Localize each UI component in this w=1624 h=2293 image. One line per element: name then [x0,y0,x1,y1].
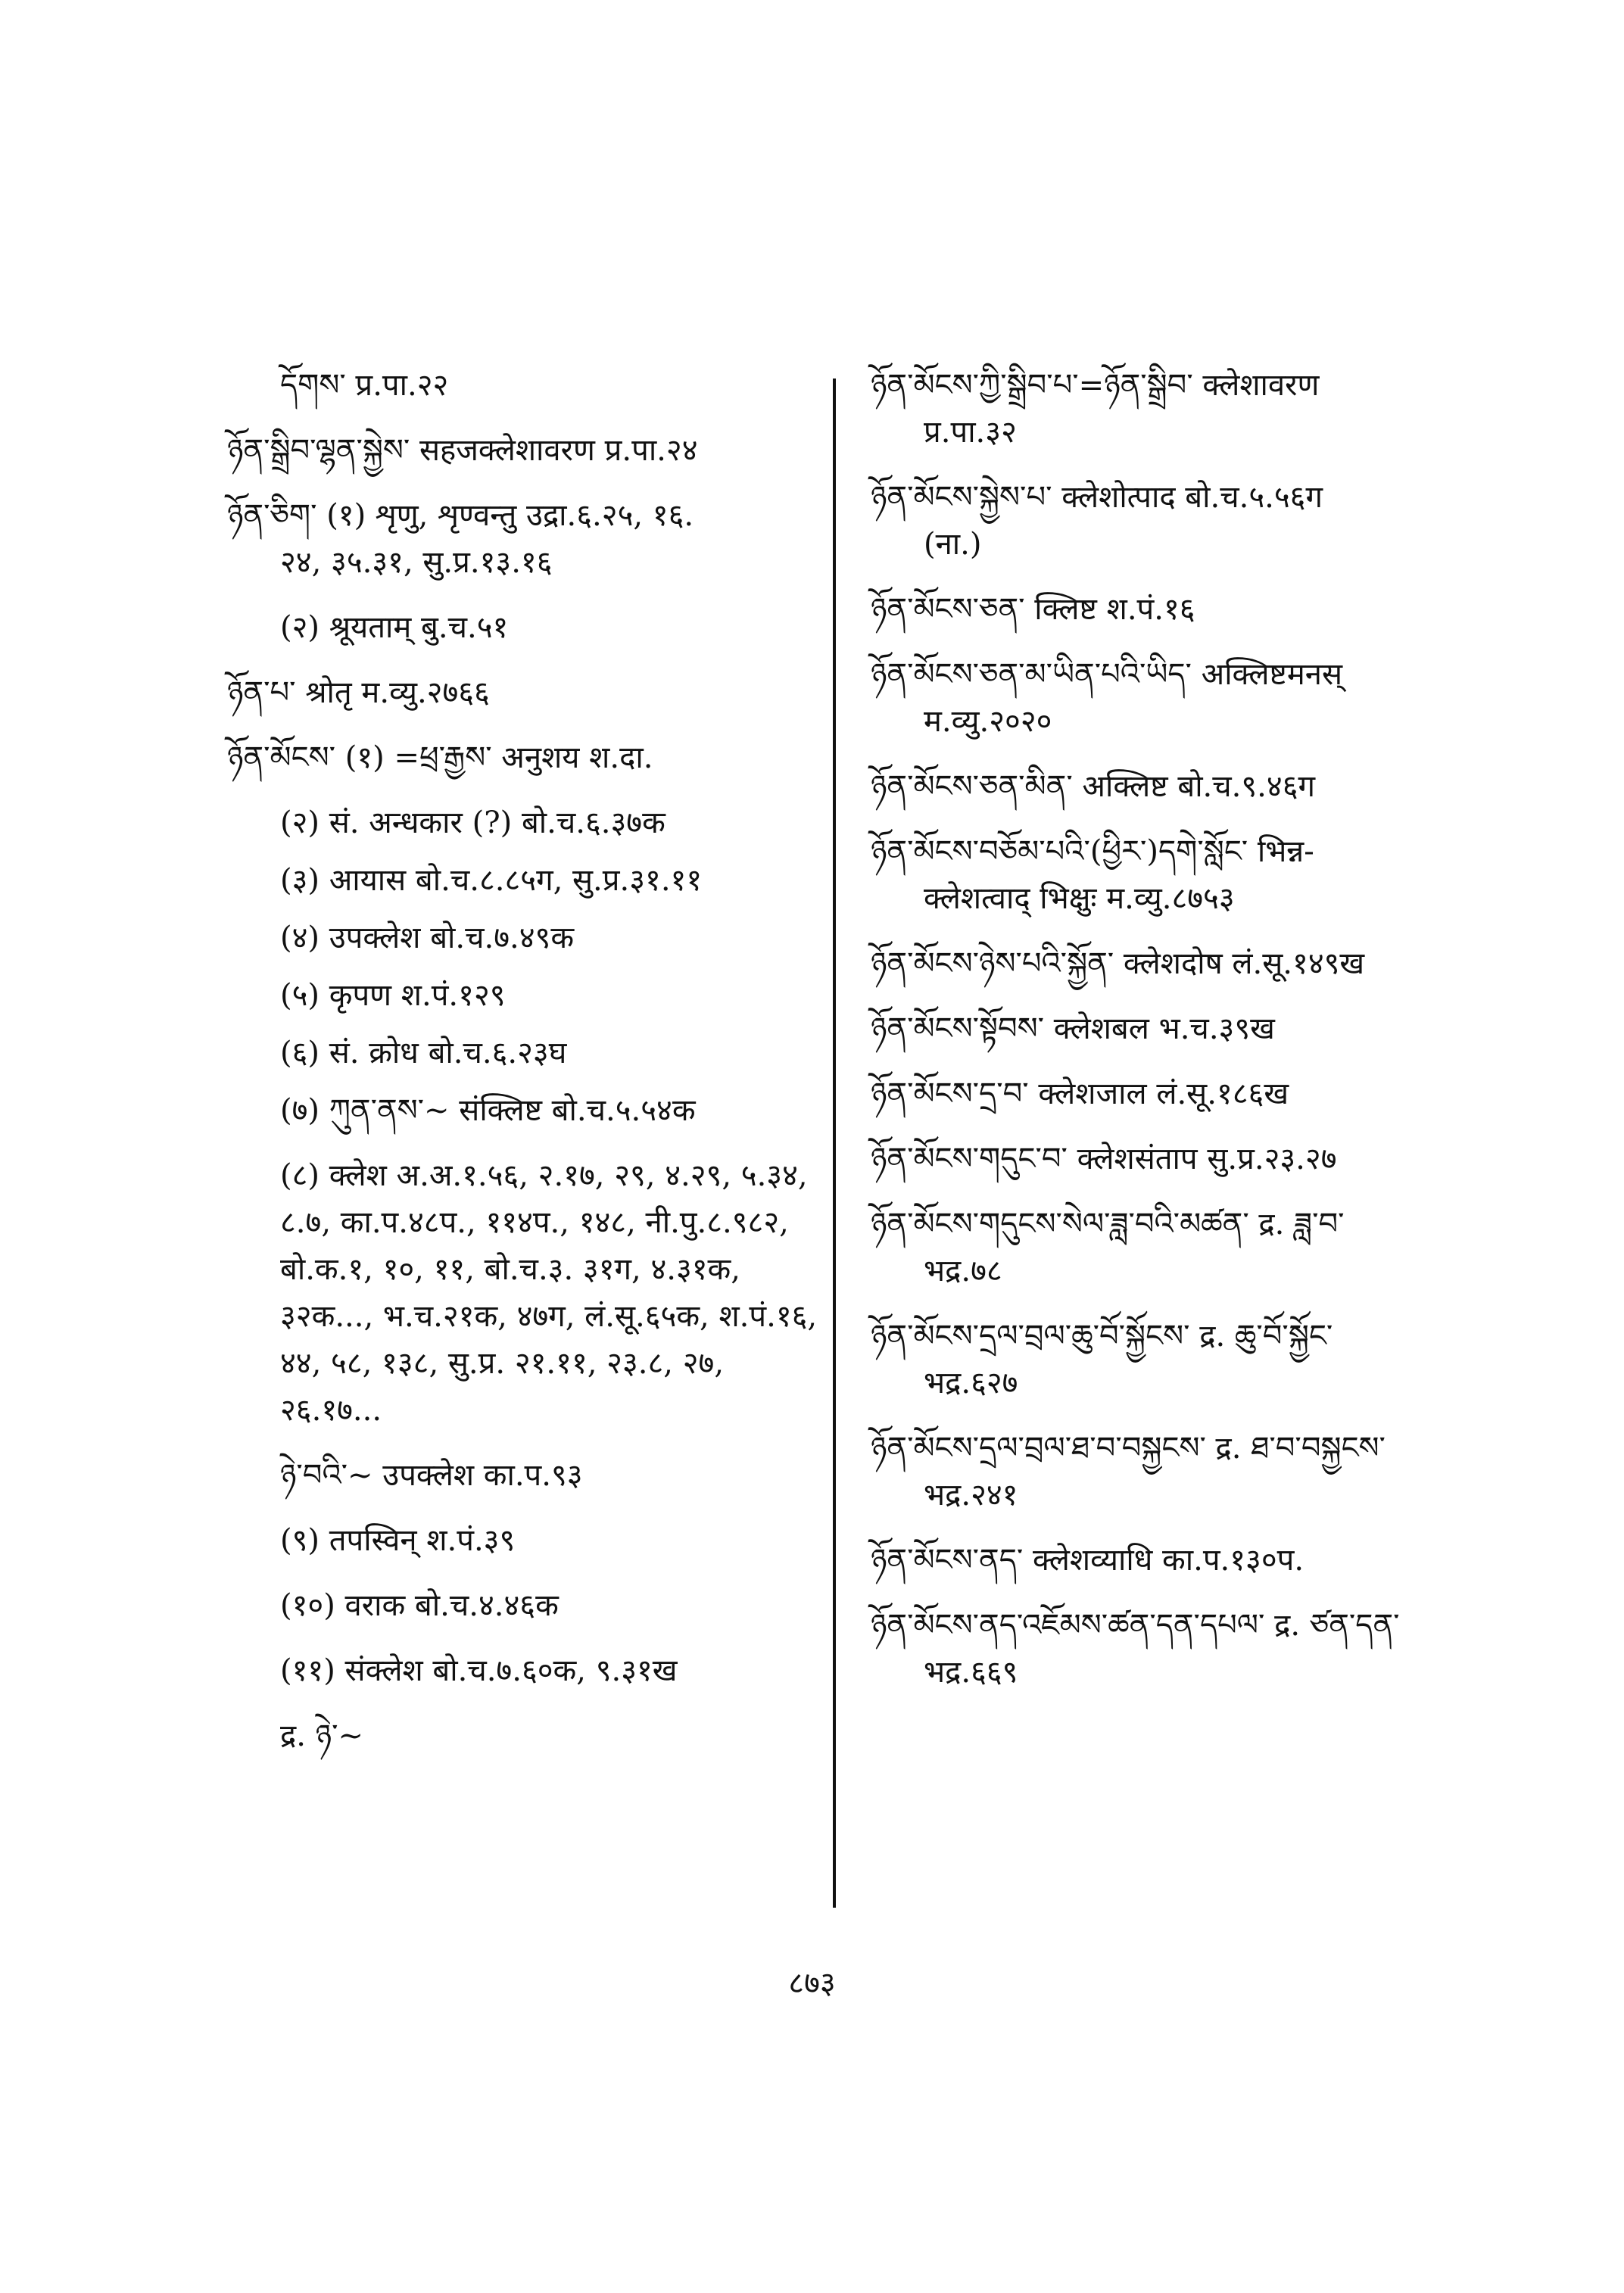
entry: ཉོན་སྒྲིབ་ལྷན་སྐྱེས་ सहजक्लेशावरण प्र.पा.२४ [227,433,698,468]
entry: ཉོན་མོངས་ནད་འཇོམས་ཚན་དན་དཔལ་ द्र. ཙན་དན་ भद्र.६६९ [871,1608,1400,1690]
entry: ཉོན་མོངས་ཅན་ क्लिष्ट श.पं.१६ [871,592,1195,627]
entry: (३) आयास बो.च.८.८५ग, सु.प्र.३१.११ [280,863,703,898]
entry: ཉོན་མོངས་གདུངས་སེལ་ཟླ་བའི་མཚན་ द्र. ཟླ་བ་ भद्र.७८ [871,1207,1345,1288]
entry: ཉོན་མོངས་དྲལ་བྲལ་ཐ་བ་བསྐྱངས་ द्र. ཐ་བ་བསྐྱངས་ भद्र.२४१ [871,1431,1386,1513]
entry: ཉོན་མོངས་ཅན་མ་ཡིན་པའི་ཡིད་ अक्लिष्टमनस् म.व्यु.२०२० [871,657,1342,739]
entry: ཉོན་མོངས་བཅོམ་པའི་(ཕྱིར་)དགེ་སློང་ भिन्न- क्लेशत्वाद् भिक्षुः म.व्यु.८७५३ [871,834,1314,916]
entry: (१०) वराक बो.च.४.४६क [280,1588,559,1623]
left-column [227,362,833,1777]
entry: (२) सं. अन्धकार (?) बो.च.६.३७क [280,805,665,840]
entry: ཉེ་བའི་~ उपक्लेश का.प.९३ [280,1458,583,1493]
entry: (११) संक्लेश बो.च.७.६०क, ९.३१ख [280,1653,678,1688]
entry: ཉོན་མོངས་ཅན་མིན་ अक्लिष्ट बो.च.९.४६ग [871,769,1316,804]
right-column [871,362,1476,1714]
entry: द्र. ཉེ་~ [280,1718,363,1753]
entry: (५) कृपण श.पं.१२९ [280,978,506,1013]
entry: ཉོན་མོངས་ཀྱི་སྒྲིབ་པ་=ཉོན་སྒྲིབ་ क्लेशावरण प्र.पा.३२ [871,368,1320,450]
entry: ཉོན་པ་ श्रोतृ म.व्यु.२७६६ [227,675,490,710]
entry: ཉོན་མོངས་སྟོབས་ क्लेशबल भ.च.३९ख [871,1011,1275,1046]
entry: (८) क्लेश अ.अ.१.५६, २.१७, २९, ४.२९, ५.३४, ८.७, का.प.४८प., ११४प., १४८, नी.पु.८.९८२, बो.क.१, १०, ११, बो.च.३. ३१ग, ४.३१क, ३२क..., भ.च.२१क, ४७ग, लं.सू.६५क, श.पं.१६, ४४, ५८, १३८, सु.प्र. २१.११, २३.८, २७, २६.१७... [280,1158,818,1428]
entry: ཉོན་ཅིག་ (१) शृणु, शृण्वन्तु उद्रा.६.२५, १६. २४, ३५.३१, सु.प्र.१३.१६ [227,498,694,580]
entry: (६) सं. क्रोध बो.च.६.२३घ [280,1036,567,1070]
entry: ཉོན་མོངས་ཉེས་པའི་སྐྱོན་ क्लेशदोष लं.सू.१४९ख [871,946,1365,981]
entry: ཉོན་མོངས་དྲ་བ་ क्लेशजाल लं.सू.१८६ख [871,1076,1289,1111]
entry: ཉོན་མོངས་དྲལ་བྲལ་ཆུ་བོ་སྐྱོངས་ द्र. ཆུ་བོ་སྐྱོང་ भद्र.६२७ [871,1319,1333,1400]
entry: ཉོན་མོངས་གདུང་བ་ क्लेशसंताप सु.प्र.२३.२७ [871,1142,1337,1176]
entry: (७) ཀུན་ནས་~ संक्लिष्ट बो.च.५.५४क [280,1093,696,1128]
page-number: ८७३ [788,1966,836,2001]
entry: ཉོན་མོངས་ནད་ क्लेशव्याधि का.प.१३०प. [871,1543,1304,1578]
entry: (९) तपस्विन् श.पं.३९ [280,1523,516,1558]
entry: (२) श्रूयताम् बु.च.५१ [280,610,509,645]
entry: དོགས་ प्र.पा.२२ [280,368,449,403]
entry: (४) उपक्लेश बो.च.७.४९क [280,921,575,955]
entry: ཉོན་མོངས་སྐྱེས་པ་ क्लेशोत्पाद बो.च.५.५६ग (ना.) [871,480,1323,562]
column-divider [833,379,836,1908]
entry: ཉོན་མོངས་ (१) =ཕྲ་རྒྱས་ अनुशय श.दा. [227,740,653,775]
